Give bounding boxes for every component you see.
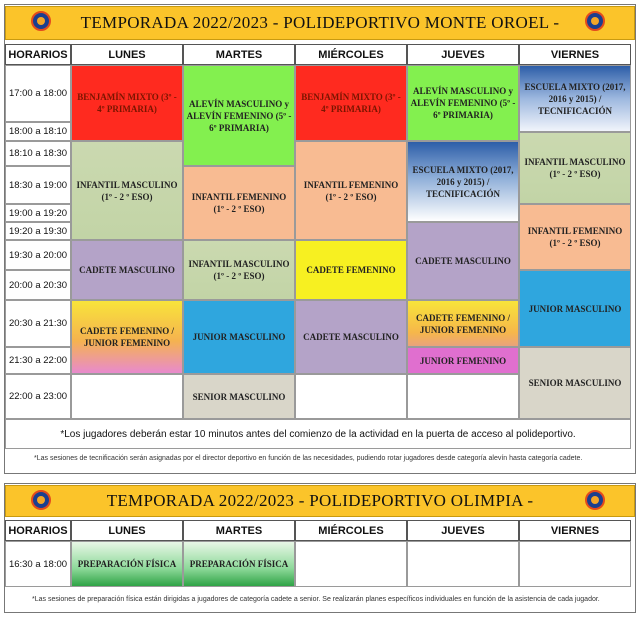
time-slot: 19:00 a 19:20: [5, 204, 71, 222]
activity-preparacion-fisica: PREPARACIÓN FÍSICA: [183, 541, 295, 587]
activity-escuela-mixto: ESCUELA MIXTO (2017, 2016 y 2015) / TECNIFICACIÓN: [519, 65, 631, 132]
tecnificacion-note: *Las sesiones de tecnificación serán asignadas por el director deportivo en función de las necesidades, pudiendo rotar jugadores desde categoría alevín hasta categoría cadete.: [34, 455, 583, 462]
time-slot: 17:00 a 18:00: [5, 65, 71, 122]
activity-cadete-junior-femenino: CADETE FEMENINO / JUNIOR FEMENINO: [407, 300, 519, 347]
activity-junior-femenino: JUNIOR FEMENINO: [407, 347, 519, 374]
header-jueves: JUEVES: [407, 44, 519, 65]
header-miercoles: MIÉRCOLES: [295, 44, 407, 65]
activity-alevin: ALEVÍN MASCULINO y ALEVÍN FEMENINO (5º - 6º PRIMARIA): [183, 65, 295, 166]
time-slot: 19:30 a 20:00: [5, 240, 71, 270]
club-logo-right: [585, 490, 605, 510]
activity-infantil-masculino: INFANTIL MASCULINO (1º - 2 º ESO): [183, 240, 295, 300]
empty-slot: [295, 374, 407, 419]
attendance-note: *Los jugadores deberán estar 10 minutos antes del comienzo de la actividad en la puerta de acceso al polideportivo.: [5, 419, 631, 449]
activity-preparacion-fisica: PREPARACIÓN FÍSICA: [71, 541, 183, 587]
time-slot: 18:30 a 19:00: [5, 166, 71, 204]
activity-alevin: ALEVÍN MASCULINO y ALEVÍN FEMENINO (5º - 6º PRIMARIA): [407, 65, 519, 141]
activity-benjamin-mixto: BENJAMÍN MIXTO (3º - 4º PRIMARIA): [71, 65, 183, 141]
header-lunes: LUNES: [71, 520, 183, 541]
club-logo-left: [31, 11, 51, 31]
header-viernes: VIERNES: [519, 44, 631, 65]
club-logo-left: [31, 490, 51, 510]
empty-slot: [71, 374, 183, 419]
bottom-title: TEMPORADA 2022/2023 - POLIDEPORTIVO OLIMPIA -: [106, 491, 534, 510]
activity-escuela-mixto: ESCUELA MIXTO (2017, 2016 y 2015) / TECNIFICACIÓN: [407, 141, 519, 222]
top-title: TEMPORADA 2022/2023 - POLIDEPORTIVO MONTE OROEL -: [80, 13, 560, 32]
top-title-bar: [5, 6, 635, 40]
activity-cadete-masculino: CADETE MASCULINO: [407, 222, 519, 300]
empty-slot: [519, 541, 631, 587]
header-horarios: HORARIOS: [5, 44, 71, 65]
empty-slot: [295, 541, 407, 587]
activity-cadete-junior-femenino: CADETE FEMENINO / JUNIOR FEMENINO: [71, 300, 183, 374]
empty-slot: [407, 541, 519, 587]
activity-cadete-masculino: CADETE MASCULINO: [71, 240, 183, 300]
activity-senior-masculino: SENIOR MASCULINO: [183, 374, 295, 419]
activity-infantil-masculino: INFANTIL MASCULINO (1º - 2 º ESO): [519, 132, 631, 204]
time-slot: 19:20 a 19:30: [5, 222, 71, 240]
time-slot: 16:30 a 18:00: [5, 541, 71, 587]
activity-senior-masculino: SENIOR MASCULINO: [519, 347, 631, 419]
time-slot: 18:10 a 18:30: [5, 141, 71, 166]
activity-infantil-femenino: INFANTIL FEMENINO (1º - 2 º ESO): [519, 204, 631, 270]
preparacion-note: *Las sesiones de preparación física están dirigidas a jugadores de categoría cadete a senior. Se realizarán planes específicos individuales en función de la asistencia de cada jugador.: [32, 596, 600, 603]
activity-benjamin-mixto: BENJAMÍN MIXTO (3º - 4º PRIMARIA): [295, 65, 407, 141]
header-viernes: VIERNES: [519, 520, 631, 541]
header-jueves: JUEVES: [407, 520, 519, 541]
activity-infantil-masculino: INFANTIL MASCULINO (1º - 2 º ESO): [71, 141, 183, 240]
time-slot: 20:30 a 21:30: [5, 300, 71, 347]
header-martes: MARTES: [183, 44, 295, 65]
header-miercoles: MIÉRCOLES: [295, 520, 407, 541]
time-slot: 18:00 a 18:10: [5, 122, 71, 141]
header-lunes: LUNES: [71, 44, 183, 65]
header-horarios: HORARIOS: [5, 520, 71, 541]
activity-junior-masculino: JUNIOR MASCULINO: [519, 270, 631, 347]
activity-infantil-femenino: INFANTIL FEMENINO (1º - 2 º ESO): [295, 141, 407, 240]
time-slot: 22:00 a 23:00: [5, 374, 71, 419]
time-slot: 21:30 a 22:00: [5, 347, 71, 374]
time-slot: 20:00 a 20:30: [5, 270, 71, 300]
activity-junior-masculino: JUNIOR MASCULINO: [183, 300, 295, 374]
activity-infantil-femenino: INFANTIL FEMENINO (1º - 2 º ESO): [183, 166, 295, 240]
activity-cadete-masculino: CADETE MASCULINO: [295, 300, 407, 374]
header-martes: MARTES: [183, 520, 295, 541]
empty-slot: [407, 374, 519, 419]
club-logo-right: [585, 11, 605, 31]
bottom-title-bar: [5, 485, 635, 517]
activity-cadete-femenino: CADETE FEMENINO: [295, 240, 407, 300]
